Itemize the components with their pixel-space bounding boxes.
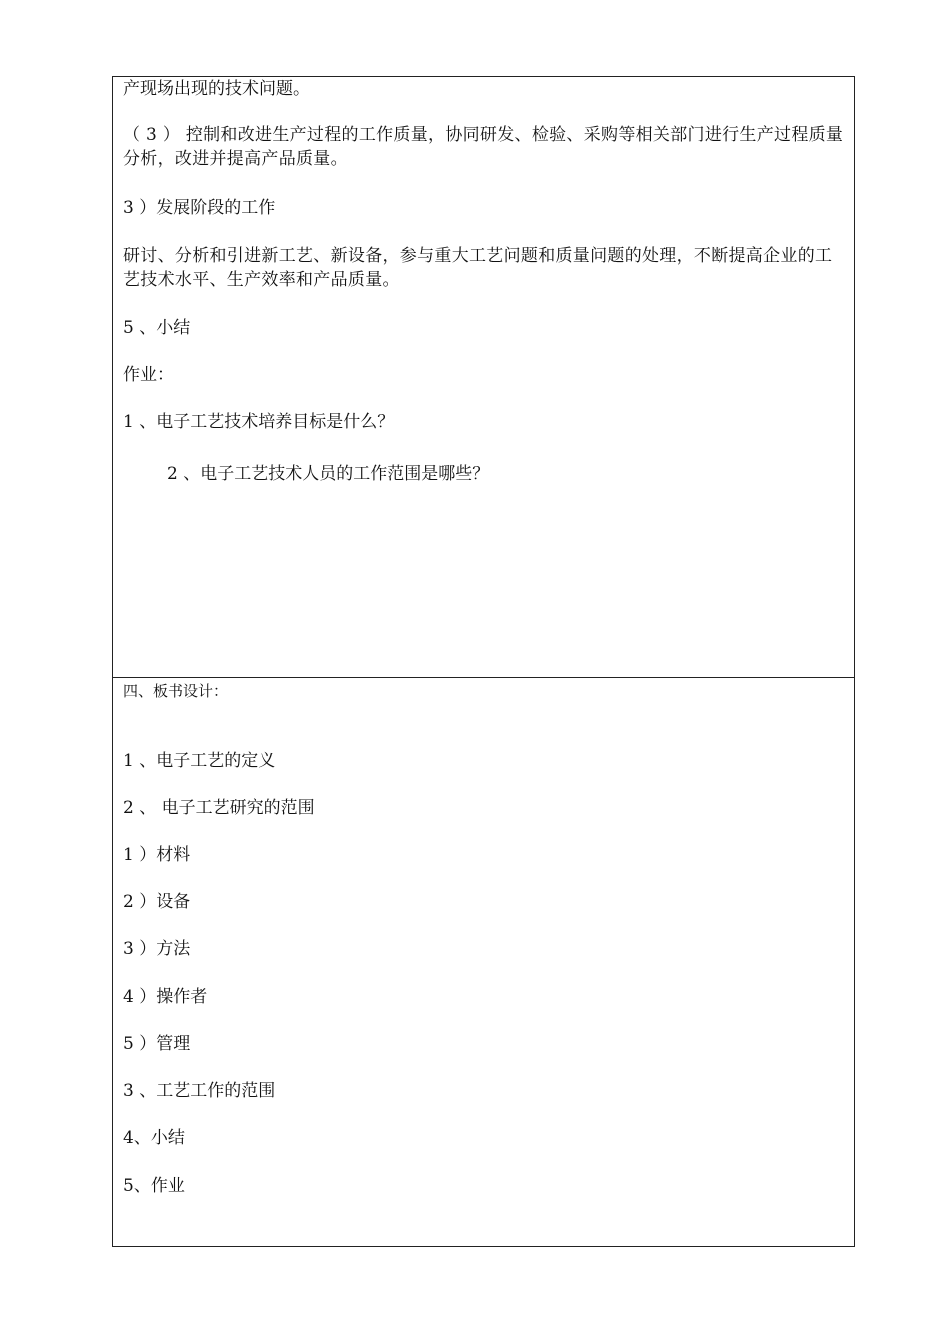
board-item: 2 ）设备 [123,892,191,912]
paragraph-line: 产现场出现的技术问题。 [123,79,310,99]
document-table [112,76,855,1247]
section-development-stage: 3 ）发展阶段的工作 [123,198,276,218]
board-item: 2 、 电子工艺研究的范围 [123,798,315,818]
paragraph-item-3: （ 3 ） 控制和改进生产过程的工作质量，协同研发、检验、采购等相关部门进行生产过程质量分析，改进并提高产品质量。 [123,125,844,169]
board-item: 3 ）方法 [123,939,191,959]
homework-question-2: 2 、电子工艺技术人员的工作范围是哪些？ [167,464,490,484]
board-item: 1 、电子工艺的定义 [123,751,276,771]
board-item: 3 、工艺工作的范围 [123,1081,276,1101]
content-cell [113,77,854,678]
board-item: 5 ）管理 [123,1034,191,1054]
homework-question-1: 1 、电子工艺技术培养目标是什么？ [123,412,395,432]
section-summary: 5 、小结 [123,318,191,338]
board-design-heading: 四、板书设计： [123,682,229,700]
paragraph-development: 研讨、分析和引进新工艺、新设备，参与重大工艺问题和质量问题的处理，不断提高企业的工艺技术水平、生产效率和产品质量。 [123,246,833,290]
board-item: 1 ）材料 [123,845,191,865]
board-item: 4、小结 [123,1128,185,1148]
homework-heading: 作业： [123,365,174,385]
board-design-cell [113,678,854,1246]
board-item: 4 ）操作者 [123,987,208,1007]
board-item: 5、作业 [123,1176,185,1196]
